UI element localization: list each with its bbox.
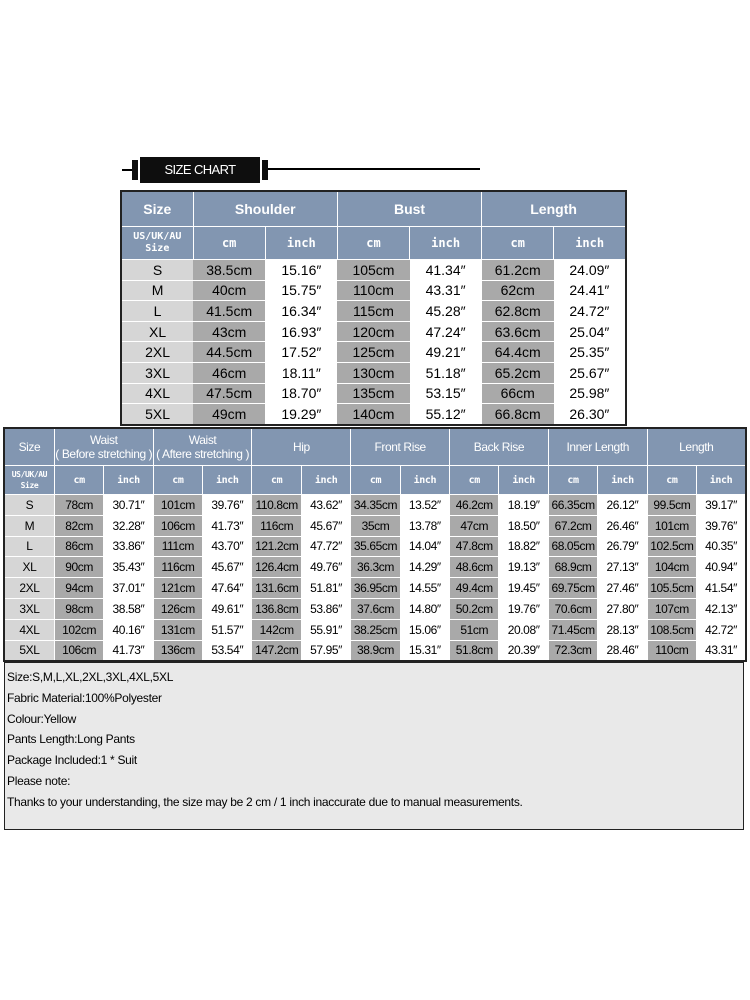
value-cell: 94cm bbox=[54, 578, 103, 599]
value-cell: 47.8cm bbox=[450, 536, 499, 557]
size-cell: 3XL bbox=[4, 598, 54, 619]
value-cell: 43.31″ bbox=[697, 640, 746, 661]
measure-header bbox=[153, 428, 252, 466]
value-cell: 110cm bbox=[647, 640, 696, 661]
table-row bbox=[4, 515, 746, 536]
value-cell: 14.80″ bbox=[400, 598, 449, 619]
value-cell: 65.2cm bbox=[482, 362, 554, 383]
unit-header: inch bbox=[554, 227, 626, 260]
value-cell: 25.04″ bbox=[554, 321, 626, 342]
measure-header-title: Waist bbox=[188, 433, 217, 447]
table-row bbox=[121, 280, 626, 301]
table-row bbox=[4, 578, 746, 599]
value-cell: 13.78″ bbox=[400, 515, 449, 536]
unit-header: cm bbox=[337, 227, 409, 260]
measure-header-title: Hip bbox=[292, 440, 310, 454]
value-cell: 38.25cm bbox=[351, 619, 400, 640]
value-cell: 136cm bbox=[153, 640, 202, 661]
value-cell: 42.13″ bbox=[697, 598, 746, 619]
size-cell: 2XL bbox=[121, 342, 193, 363]
measure-header-note: ( Before stretching ) bbox=[55, 447, 153, 461]
value-cell: 43.70″ bbox=[203, 536, 252, 557]
value-cell: 47cm bbox=[450, 515, 499, 536]
value-cell: 51.81″ bbox=[301, 578, 350, 599]
value-cell: 41.34″ bbox=[410, 260, 482, 281]
bust-header: Bust bbox=[337, 191, 481, 227]
value-cell: 43.62″ bbox=[301, 495, 350, 516]
banner-dash bbox=[122, 169, 132, 171]
bottom-size-table bbox=[3, 427, 747, 662]
value-cell: 55.91″ bbox=[301, 619, 350, 640]
table-row bbox=[121, 404, 626, 425]
value-cell: 104cm bbox=[647, 557, 696, 578]
table-row bbox=[121, 362, 626, 383]
value-cell: 62.8cm bbox=[482, 301, 554, 322]
value-cell: 42.72″ bbox=[697, 619, 746, 640]
value-cell: 71.45cm bbox=[548, 619, 597, 640]
value-cell: 40.94″ bbox=[697, 557, 746, 578]
measure-header bbox=[647, 428, 746, 466]
value-cell: 147.2cm bbox=[252, 640, 301, 661]
value-cell: 49cm bbox=[193, 404, 265, 425]
size-cell: 2XL bbox=[4, 578, 54, 599]
table-row bbox=[121, 260, 626, 281]
value-cell: 39.76″ bbox=[203, 495, 252, 516]
value-cell: 47.5cm bbox=[193, 383, 265, 404]
value-cell: 41.73″ bbox=[203, 515, 252, 536]
measure-header-title: Front Rise bbox=[374, 440, 426, 454]
info-line: Size:S,M,L,XL,2XL,3XL,4XL,5XL bbox=[7, 670, 174, 684]
value-cell: 19.45″ bbox=[499, 578, 548, 599]
size-cell: 5XL bbox=[121, 404, 193, 425]
value-cell: 131.6cm bbox=[252, 578, 301, 599]
value-cell: 45.67″ bbox=[301, 515, 350, 536]
value-cell: 40.35″ bbox=[697, 536, 746, 557]
measure-header-note: ( Aftere stretching ) bbox=[156, 447, 250, 461]
value-cell: 30.71″ bbox=[104, 495, 153, 516]
value-cell: 49.4cm bbox=[450, 578, 499, 599]
unit-header: inch bbox=[598, 466, 647, 495]
size-cell: XL bbox=[4, 557, 54, 578]
value-cell: 47.72″ bbox=[301, 536, 350, 557]
value-cell: 27.80″ bbox=[598, 598, 647, 619]
size-header: Size bbox=[4, 428, 54, 466]
value-cell: 24.72″ bbox=[554, 301, 626, 322]
value-cell: 35.65cm bbox=[351, 536, 400, 557]
measure-header bbox=[252, 428, 351, 466]
value-cell: 101cm bbox=[647, 515, 696, 536]
value-cell: 51.18″ bbox=[410, 362, 482, 383]
value-cell: 55.12″ bbox=[410, 404, 482, 425]
measure-header bbox=[450, 428, 549, 466]
value-cell: 136.8cm bbox=[252, 598, 301, 619]
value-cell: 15.16″ bbox=[265, 260, 337, 281]
value-cell: 142cm bbox=[252, 619, 301, 640]
unit-header: cm bbox=[54, 466, 103, 495]
value-cell: 48.6cm bbox=[450, 557, 499, 578]
value-cell: 16.34″ bbox=[265, 301, 337, 322]
unit-header: cm bbox=[450, 466, 499, 495]
value-cell: 126.4cm bbox=[252, 557, 301, 578]
value-cell: 25.98″ bbox=[554, 383, 626, 404]
value-cell: 102.5cm bbox=[647, 536, 696, 557]
value-cell: 107cm bbox=[647, 598, 696, 619]
value-cell: 19.13″ bbox=[499, 557, 548, 578]
length-header: Length bbox=[482, 191, 626, 227]
table-row bbox=[4, 536, 746, 557]
value-cell: 43.31″ bbox=[410, 280, 482, 301]
value-cell: 43cm bbox=[193, 321, 265, 342]
value-cell: 69.75cm bbox=[548, 578, 597, 599]
unit-header: cm bbox=[647, 466, 696, 495]
value-cell: 44.5cm bbox=[193, 342, 265, 363]
table-row bbox=[4, 495, 746, 516]
measure-header bbox=[548, 428, 647, 466]
measure-header bbox=[54, 428, 153, 466]
product-info-box bbox=[4, 662, 744, 830]
unit-header: inch bbox=[499, 466, 548, 495]
size-header: Size bbox=[121, 191, 193, 227]
value-cell: 45.28″ bbox=[410, 301, 482, 322]
value-cell: 51.57″ bbox=[203, 619, 252, 640]
value-cell: 37.01″ bbox=[104, 578, 153, 599]
value-cell: 125cm bbox=[337, 342, 409, 363]
value-cell: 38.9cm bbox=[351, 640, 400, 661]
unit-header: inch bbox=[410, 227, 482, 260]
value-cell: 40cm bbox=[193, 280, 265, 301]
value-cell: 106cm bbox=[54, 640, 103, 661]
size-region-label: US/UK/AU Size bbox=[4, 466, 54, 495]
info-line: Please note: bbox=[7, 773, 71, 788]
value-cell: 18.11″ bbox=[265, 362, 337, 383]
value-cell: 34.35cm bbox=[351, 495, 400, 516]
measure-header-title: Waist bbox=[90, 433, 118, 447]
value-cell: 130cm bbox=[337, 362, 409, 383]
unit-header: inch bbox=[697, 466, 746, 495]
value-cell: 66.35cm bbox=[548, 495, 597, 516]
size-cell: S bbox=[121, 260, 193, 281]
value-cell: 28.46″ bbox=[598, 640, 647, 661]
value-cell: 62cm bbox=[482, 280, 554, 301]
value-cell: 24.09″ bbox=[554, 260, 626, 281]
value-cell: 82cm bbox=[54, 515, 103, 536]
info-line: Thanks to your understanding, the size may be 2 cm / 1 inch inaccurate due to manual measurements. bbox=[7, 794, 523, 809]
measure-header-title: Back Rise bbox=[473, 440, 525, 454]
unit-header: inch bbox=[400, 466, 449, 495]
value-cell: 27.13″ bbox=[598, 557, 647, 578]
value-cell: 135cm bbox=[337, 383, 409, 404]
value-cell: 102cm bbox=[54, 619, 103, 640]
value-cell: 39.17″ bbox=[697, 495, 746, 516]
table-row bbox=[4, 619, 746, 640]
value-cell: 46cm bbox=[193, 362, 265, 383]
value-cell: 35.43″ bbox=[104, 557, 153, 578]
unit-header: inch bbox=[104, 466, 153, 495]
value-cell: 18.50″ bbox=[499, 515, 548, 536]
value-cell: 51.8cm bbox=[450, 640, 499, 661]
size-region-label: US/UK/AU Size bbox=[121, 227, 193, 260]
size-cell: M bbox=[121, 280, 193, 301]
value-cell: 46.2cm bbox=[450, 495, 499, 516]
value-cell: 72.3cm bbox=[548, 640, 597, 661]
value-cell: 18.19″ bbox=[499, 495, 548, 516]
value-cell: 20.08″ bbox=[499, 619, 548, 640]
table-row bbox=[121, 383, 626, 404]
value-cell: 20.39″ bbox=[499, 640, 548, 661]
value-cell: 15.75″ bbox=[265, 280, 337, 301]
value-cell: 35cm bbox=[351, 515, 400, 536]
value-cell: 105cm bbox=[337, 260, 409, 281]
value-cell: 49.76″ bbox=[301, 557, 350, 578]
value-cell: 19.76″ bbox=[499, 598, 548, 619]
value-cell: 126cm bbox=[153, 598, 202, 619]
value-cell: 68.05cm bbox=[548, 536, 597, 557]
value-cell: 18.70″ bbox=[265, 383, 337, 404]
value-cell: 36.3cm bbox=[351, 557, 400, 578]
value-cell: 108.5cm bbox=[647, 619, 696, 640]
value-cell: 26.79″ bbox=[598, 536, 647, 557]
unit-header: inch bbox=[265, 227, 337, 260]
value-cell: 66cm bbox=[482, 383, 554, 404]
value-cell: 49.21″ bbox=[410, 342, 482, 363]
value-cell: 116cm bbox=[252, 515, 301, 536]
value-cell: 101cm bbox=[153, 495, 202, 516]
value-cell: 36.95cm bbox=[351, 578, 400, 599]
unit-header: cm bbox=[548, 466, 597, 495]
value-cell: 57.95″ bbox=[301, 640, 350, 661]
value-cell: 32.28″ bbox=[104, 515, 153, 536]
size-cell: M bbox=[4, 515, 54, 536]
value-cell: 90cm bbox=[54, 557, 103, 578]
size-cell: 3XL bbox=[121, 362, 193, 383]
value-cell: 19.29″ bbox=[265, 404, 337, 425]
size-cell: 5XL bbox=[4, 640, 54, 661]
value-cell: 41.73″ bbox=[104, 640, 153, 661]
value-cell: 63.6cm bbox=[482, 321, 554, 342]
measure-header-title: Length bbox=[679, 440, 714, 454]
value-cell: 120cm bbox=[337, 321, 409, 342]
value-cell: 41.5cm bbox=[193, 301, 265, 322]
table-row bbox=[4, 640, 746, 661]
value-cell: 110.8cm bbox=[252, 495, 301, 516]
unit-header: cm bbox=[193, 227, 265, 260]
info-line: Colour:Yellow bbox=[7, 711, 77, 726]
size-cell: L bbox=[121, 301, 193, 322]
value-cell: 15.31″ bbox=[400, 640, 449, 661]
value-cell: 38.5cm bbox=[193, 260, 265, 281]
value-cell: 14.29″ bbox=[400, 557, 449, 578]
value-cell: 14.04″ bbox=[400, 536, 449, 557]
unit-header: inch bbox=[301, 466, 350, 495]
info-line: Package Included:1 * Suit bbox=[7, 753, 137, 768]
banner-title: SIZE CHART bbox=[140, 157, 260, 183]
banner-rule bbox=[268, 168, 480, 170]
size-cell: S bbox=[4, 495, 54, 516]
value-cell: 64.4cm bbox=[482, 342, 554, 363]
value-cell: 140cm bbox=[337, 404, 409, 425]
shoulder-header: Shoulder bbox=[193, 191, 337, 227]
value-cell: 49.61″ bbox=[203, 598, 252, 619]
value-cell: 111cm bbox=[153, 536, 202, 557]
value-cell: 68.9cm bbox=[548, 557, 597, 578]
value-cell: 121cm bbox=[153, 578, 202, 599]
value-cell: 116cm bbox=[153, 557, 202, 578]
value-cell: 105.5cm bbox=[647, 578, 696, 599]
size-cell: 4XL bbox=[121, 383, 193, 404]
value-cell: 86cm bbox=[54, 536, 103, 557]
value-cell: 37.6cm bbox=[351, 598, 400, 619]
value-cell: 45.67″ bbox=[203, 557, 252, 578]
info-line: Fabric Material:100%Polyester bbox=[7, 690, 162, 705]
size-cell: L bbox=[4, 536, 54, 557]
top-size-table bbox=[120, 190, 627, 426]
value-cell: 47.64″ bbox=[203, 578, 252, 599]
value-cell: 121.2cm bbox=[252, 536, 301, 557]
value-cell: 67.2cm bbox=[548, 515, 597, 536]
value-cell: 99.5cm bbox=[647, 495, 696, 516]
value-cell: 131cm bbox=[153, 619, 202, 640]
unit-header: cm bbox=[153, 466, 202, 495]
value-cell: 28.13″ bbox=[598, 619, 647, 640]
value-cell: 40.16″ bbox=[104, 619, 153, 640]
unit-header: cm bbox=[351, 466, 400, 495]
value-cell: 26.30″ bbox=[554, 404, 626, 425]
value-cell: 24.41″ bbox=[554, 280, 626, 301]
value-cell: 70.6cm bbox=[548, 598, 597, 619]
unit-header: inch bbox=[203, 466, 252, 495]
measure-header-title: Inner Length bbox=[566, 440, 630, 454]
value-cell: 41.54″ bbox=[697, 578, 746, 599]
value-cell: 38.58″ bbox=[104, 598, 153, 619]
value-cell: 47.24″ bbox=[410, 321, 482, 342]
value-cell: 51cm bbox=[450, 619, 499, 640]
value-cell: 33.86″ bbox=[104, 536, 153, 557]
value-cell: 25.35″ bbox=[554, 342, 626, 363]
value-cell: 15.06″ bbox=[400, 619, 449, 640]
value-cell: 14.55″ bbox=[400, 578, 449, 599]
value-cell: 53.86″ bbox=[301, 598, 350, 619]
value-cell: 26.12″ bbox=[598, 495, 647, 516]
table-row bbox=[4, 598, 746, 619]
value-cell: 98cm bbox=[54, 598, 103, 619]
value-cell: 18.82″ bbox=[499, 536, 548, 557]
table-row bbox=[121, 301, 626, 322]
value-cell: 78cm bbox=[54, 495, 103, 516]
value-cell: 50.2cm bbox=[450, 598, 499, 619]
value-cell: 13.52″ bbox=[400, 495, 449, 516]
value-cell: 26.46″ bbox=[598, 515, 647, 536]
unit-header: cm bbox=[482, 227, 554, 260]
table-row bbox=[121, 321, 626, 342]
value-cell: 61.2cm bbox=[482, 260, 554, 281]
value-cell: 27.46″ bbox=[598, 578, 647, 599]
value-cell: 106cm bbox=[153, 515, 202, 536]
measure-header bbox=[351, 428, 450, 466]
size-cell: XL bbox=[121, 321, 193, 342]
info-line: Pants Length:Long Pants bbox=[7, 732, 135, 747]
value-cell: 25.67″ bbox=[554, 362, 626, 383]
value-cell: 53.54″ bbox=[203, 640, 252, 661]
unit-header: cm bbox=[252, 466, 301, 495]
table-row bbox=[121, 342, 626, 363]
size-chart-banner bbox=[118, 155, 488, 185]
value-cell: 53.15″ bbox=[410, 383, 482, 404]
value-cell: 115cm bbox=[337, 301, 409, 322]
value-cell: 17.52″ bbox=[265, 342, 337, 363]
value-cell: 39.76″ bbox=[697, 515, 746, 536]
value-cell: 66.8cm bbox=[482, 404, 554, 425]
value-cell: 16.93″ bbox=[265, 321, 337, 342]
table-row bbox=[4, 557, 746, 578]
value-cell: 110cm bbox=[337, 280, 409, 301]
size-cell: 4XL bbox=[4, 619, 54, 640]
